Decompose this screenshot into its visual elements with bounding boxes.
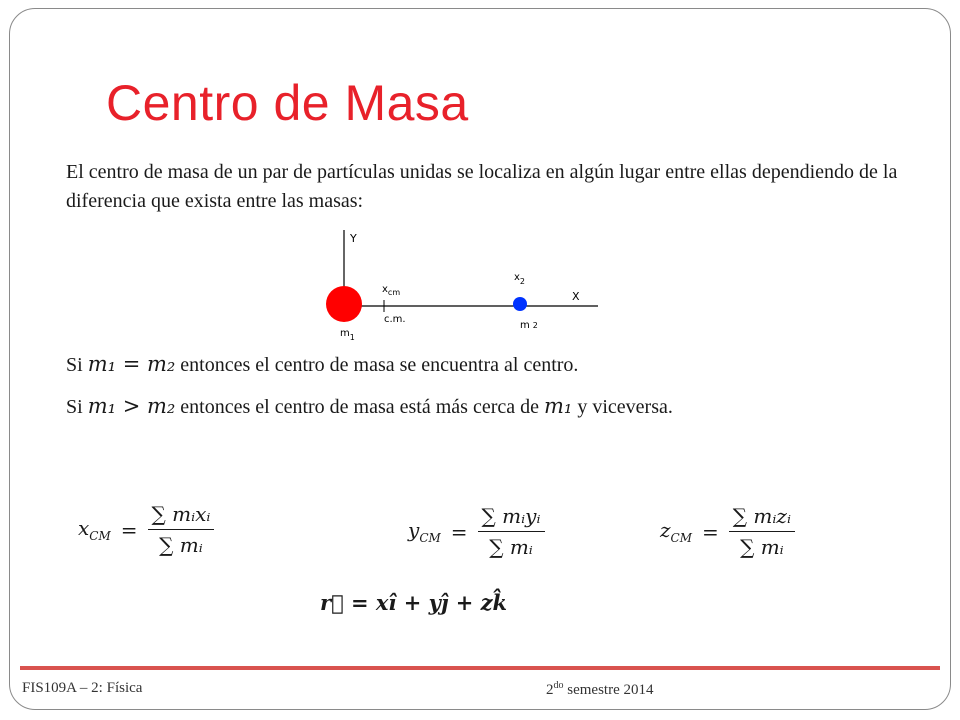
footer-divider — [20, 666, 940, 670]
mass-1-ball — [326, 286, 362, 322]
center-of-mass-diagram — [300, 224, 620, 348]
formula-z-numerator: ∑ mᵢzᵢ — [729, 504, 795, 532]
formula-x-fraction — [148, 502, 215, 557]
statement-2-math-end: m₁ — [544, 394, 573, 418]
formula-x-denominator: ∑ mᵢ — [159, 533, 203, 557]
m1-label: $m_1$ — [340, 328, 355, 342]
statement-1-prefix: Si — [66, 354, 83, 376]
formula-x-equals: = — [120, 517, 138, 542]
formula-y-numerator: ∑ mᵢyᵢ — [478, 504, 545, 532]
formula-x-lhs: $x_{CM}$ — [78, 516, 111, 543]
formula-y-equals: = — [450, 519, 468, 544]
x2-label: $x_2$ — [514, 272, 526, 286]
statement-1-math: m₁ = m₂ — [87, 352, 176, 376]
intro-paragraph: El centro de masa de un par de partículas unidas se localiza en algún lugar entre ellas dependiendo de la diferencia que exista entre las masas: — [66, 161, 898, 212]
formula-x-cm — [78, 502, 214, 557]
footer-semester: $2^{do}$ semestre 2014 — [546, 680, 654, 698]
formula-y-lhs: $y_{CM}$ — [408, 518, 441, 545]
footer-course: FIS109A – 2: Física — [22, 680, 143, 696]
position-vector-formula: r⃗ = xî + yĵ + zk̂ — [320, 590, 508, 615]
y-axis-label: Y — [350, 232, 357, 245]
formula-z-cm — [660, 504, 795, 559]
mass-2-ball — [513, 297, 527, 311]
statement-unequal-masses — [66, 394, 673, 419]
statement-2-prefix: Si — [66, 396, 83, 418]
statement-2-tail: y viceversa. — [577, 396, 673, 418]
formula-z-lhs: $z_{CM}$ — [660, 518, 693, 545]
formula-z-equals: = — [702, 519, 719, 544]
statement-2-suffix: entonces el centro de masa está más cerca de — [180, 396, 539, 418]
statement-equal-masses — [66, 352, 578, 377]
formula-y-fraction — [478, 504, 545, 559]
statement-1-suffix: entonces el centro de masa se encuentra al centro. — [180, 354, 579, 376]
xcm-label: $x_{cm}$ — [382, 284, 401, 297]
formula-z-fraction — [729, 504, 795, 559]
cm-label: c.m. — [384, 314, 406, 325]
m2-label: m 2 — [520, 320, 538, 331]
formula-x-numerator: ∑ mᵢxᵢ — [148, 502, 215, 530]
slide-title: Centro de Masa — [106, 75, 469, 131]
formula-y-denominator: ∑ mᵢ — [489, 535, 533, 559]
formula-y-cm — [408, 504, 545, 559]
x-axis-label: X — [572, 290, 580, 303]
statement-2-math: m₁ > m₂ — [87, 394, 176, 418]
formula-z-denominator: ∑ mᵢ — [740, 535, 784, 559]
